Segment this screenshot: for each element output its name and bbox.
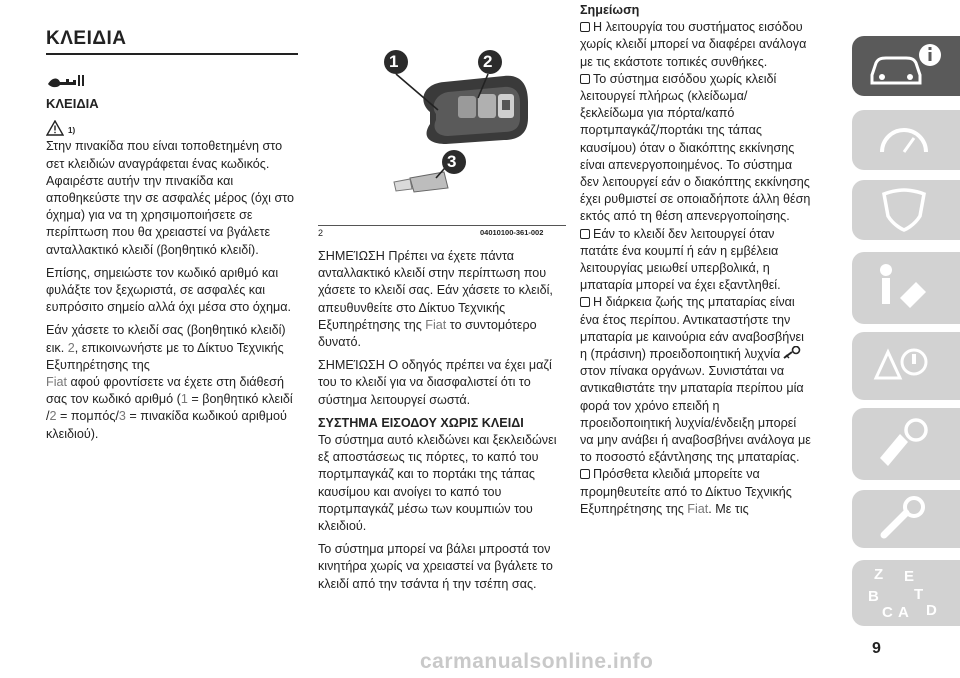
paragraph-keycode-tag: Στην πινακίδα που είναι τοποθετημένη στο σετ κλειδιών αναγράφεται ένας κωδικός. Αφαιρέστε αυτήν την πινακίδα και αποθηκεύστε την σε ασφαλές μέρος (όχι στο όχημα) για να τη χρησιμοποιήσετε σε περίπτωση που θα χρειαστεί να βγάλετε ανταλλακτικό κλειδί (βοηθητικό κλειδί). xyxy=(46,139,295,257)
paragraph-lost-key xyxy=(46,322,298,442)
index-letter: T xyxy=(914,586,924,603)
bullet-box xyxy=(580,74,590,84)
figure-code: 04010100-361-002 xyxy=(480,228,544,237)
left-column xyxy=(46,0,298,449)
text: = πομπός/ xyxy=(56,409,119,424)
brand-name: Fiat xyxy=(425,317,447,332)
paragraph-spare-key xyxy=(318,248,566,351)
callout-3-label: 3 xyxy=(447,152,457,171)
heading-rule xyxy=(46,53,298,55)
chapter-tab-dashboard[interactable] xyxy=(852,110,960,170)
ref-3: 3 xyxy=(118,409,126,424)
bullet-item xyxy=(580,466,812,518)
text: Πρόσθετα κλειδιά μπορείτε να προμηθευτείτε από το Δίκτυο Τεχνικής Εξυπηρέτησης της xyxy=(580,467,792,516)
index-letter: A xyxy=(898,604,909,621)
chapter-tab-emergency[interactable] xyxy=(852,408,960,480)
text: Η λειτουργία του συστήματος εισόδου χωρίς κλειδί μπορεί να διαφέρει ανάλογα με τις εκάστοτε τοπικές συνθήκες. xyxy=(580,20,807,69)
bullet-box xyxy=(580,22,590,32)
right-column xyxy=(580,0,812,518)
key-warning-icon xyxy=(782,346,804,360)
dashboard-icon xyxy=(874,120,934,160)
text: = πινακίδα κωδικού αριθμού κλειδιού). xyxy=(46,409,287,441)
safety-icon xyxy=(874,186,934,234)
paragraph-keyless-start: Το σύστημα μπορεί να βάλει μπροστά τον κινητήρα χωρίς να χρειαστεί να βγάλετε το κλειδί από την τσάντα ή την τσέπη σας. xyxy=(318,542,553,591)
index-letter: C xyxy=(882,604,893,621)
text: στον πίνακα οργάνων. Συνιστάται να αντικαθιστάτε την μπαταρία περίπου μία φορά τον χρόνο επειδή η προειδοποιητική λυχνία/ένδειξη μπορεί να μην ανάβει ή αναβοσβήνει ανάλογα με το ποσοστό εξάντλησης της μπαταρίας. xyxy=(580,364,811,465)
ref-1: 1 xyxy=(180,392,188,407)
emergency-icon xyxy=(870,414,940,474)
bullet-box xyxy=(580,229,590,239)
index-letter: E xyxy=(904,568,915,585)
key-icon xyxy=(46,73,298,91)
chapter-tab-start-drive[interactable] xyxy=(852,252,960,324)
start-drive-icon xyxy=(870,258,940,318)
page-number: 9 xyxy=(872,640,881,657)
brand-name: Fiat xyxy=(687,501,709,516)
text: Η διάρκεια ζωής της μπαταρίας είναι ένα έτος περίπου. Αντικαταστήστε την μπαταρία με καινούρια εάν αναβοσβήνει η (πράσινη) προειδοποιητική λυχνία xyxy=(580,295,804,362)
text: Εάν χάσετε το κλειδί σας (βοηθητικό κλειδί) εικ. xyxy=(46,323,286,355)
text: αφού φροντίσετε να έχετε στη διάθεσή σας τον κωδικό αριθμό ( xyxy=(46,375,284,407)
bullet-box xyxy=(580,297,590,307)
callout-2-label: 2 xyxy=(483,52,493,71)
bullet-item xyxy=(580,19,812,71)
chapter-tab-car-info[interactable] xyxy=(852,36,960,96)
text: Εάν το κλειδί δεν λειτουργεί όταν πατάτε ένα κουμπί ή εάν η εμβέλεια λειτουργίας μειωθεί υπερβολικά, η μπαταρία μπορεί να έχει εξαντληθεί. xyxy=(580,226,781,293)
note-title: Σημείωση xyxy=(580,3,640,17)
bullet-box xyxy=(580,469,590,479)
text: . Με τις xyxy=(708,501,749,516)
callout-1-label: 1 xyxy=(389,52,399,71)
warning-icon xyxy=(46,120,64,136)
bullet-item xyxy=(580,294,812,466)
watermark: carmanualsonline.info xyxy=(420,650,654,673)
section-heading: ΚΛΕΙΔΙΑ xyxy=(46,28,127,49)
maintenance-icon xyxy=(876,495,936,543)
bullet-item xyxy=(580,71,812,226)
middle-column xyxy=(318,0,566,599)
bullet-item xyxy=(580,226,812,295)
keyless-heading: ΣΥΣΤΗΜΑ ΕΙΣΟΔΟΥ ΧΩΡΙΣ ΚΛΕΙΔΙ xyxy=(318,415,524,430)
chapter-tab-index[interactable] xyxy=(852,560,960,626)
chapter-tab-maintenance[interactable] xyxy=(852,490,960,548)
index-letter: B xyxy=(868,588,879,605)
text: = βοηθητικό κλειδί / xyxy=(46,392,293,424)
paragraph-note-code: Επίσης, σημειώστε τον κωδικό αριθμό και φυλάξτε τον ξεχωριστά, σε ασφαλές και ευπρόσιτο σημείο αλλά όχι μέσα στο όχημα. xyxy=(46,265,292,315)
brand-name: Fiat xyxy=(46,375,67,390)
warning-ref: 1) xyxy=(68,126,76,136)
warning-row xyxy=(46,120,298,138)
chapter-tab-safety[interactable] xyxy=(852,180,960,240)
car-info-icon xyxy=(866,41,946,91)
index-letter: D xyxy=(926,602,937,619)
subheading: ΚΛΕΙΔΙΑ xyxy=(46,96,99,112)
figure-ref: 2 xyxy=(67,340,75,355)
text: το συντομότερο δυνατό. xyxy=(318,317,537,350)
warning-lights-icon xyxy=(870,338,940,394)
text: , επικοινωνήστε με το Δίκτυο Τεχνικής Εξυπηρέτησης της xyxy=(46,340,284,372)
paragraph-driver-key: ΣΗΜΕΊΩΣΗ Ο οδηγός πρέπει να έχει μαζί του το κλειδί για να διασφαλιστεί ότι το σύστημα λειτουργεί σωστά. xyxy=(318,358,552,407)
paragraph-keyless-lock: Το σύστημα αυτό κλειδώνει και ξεκλειδώνει εξ αποστάσεως τις πόρτες, το καπό του πορτμπαγκάζ και το πορτάκι της τάπας καυσίμου και ανοίγει το καπό του πορτμπαγκάζ μέσω των κουμπιών του κλειδιού. xyxy=(318,433,557,534)
chapter-tab-warning-lights[interactable] xyxy=(852,332,960,400)
text: ΣΗΜΕΊΩΣΗ Πρέπει να έχετε πάντα ανταλλακτικό κλειδί στην περίπτωση που χάσετε το κλειδί σας. Εάν χάσετε το κλειδί, απευθυνθείτε στο Δίκτυο Τεχνικής Εξυπηρέτησης της xyxy=(318,249,553,332)
text: Το σύστημα εισόδου χωρίς κλειδί λειτουργεί πλήρως (κλείδωμα/ ξεκλείδωμα για πόρτα/καπό πορτμπαγκάζ/πορτάκι της τάπας καυσίμου) όταν ο διακόπτης εκκίνησης είναι απενεργοποιημένος. Το σύστημα δεν λειτουργεί εάν ο διακόπτης εκκίνησης έχει ρυθμιστεί σε οποιαδήποτε άλλη θέση εκτός από τη θέση απενεργοποίησης. xyxy=(580,71,811,224)
figure-number: 2 xyxy=(318,228,324,238)
ref-2: 2 xyxy=(49,409,57,424)
index-letter: Z xyxy=(874,566,884,583)
